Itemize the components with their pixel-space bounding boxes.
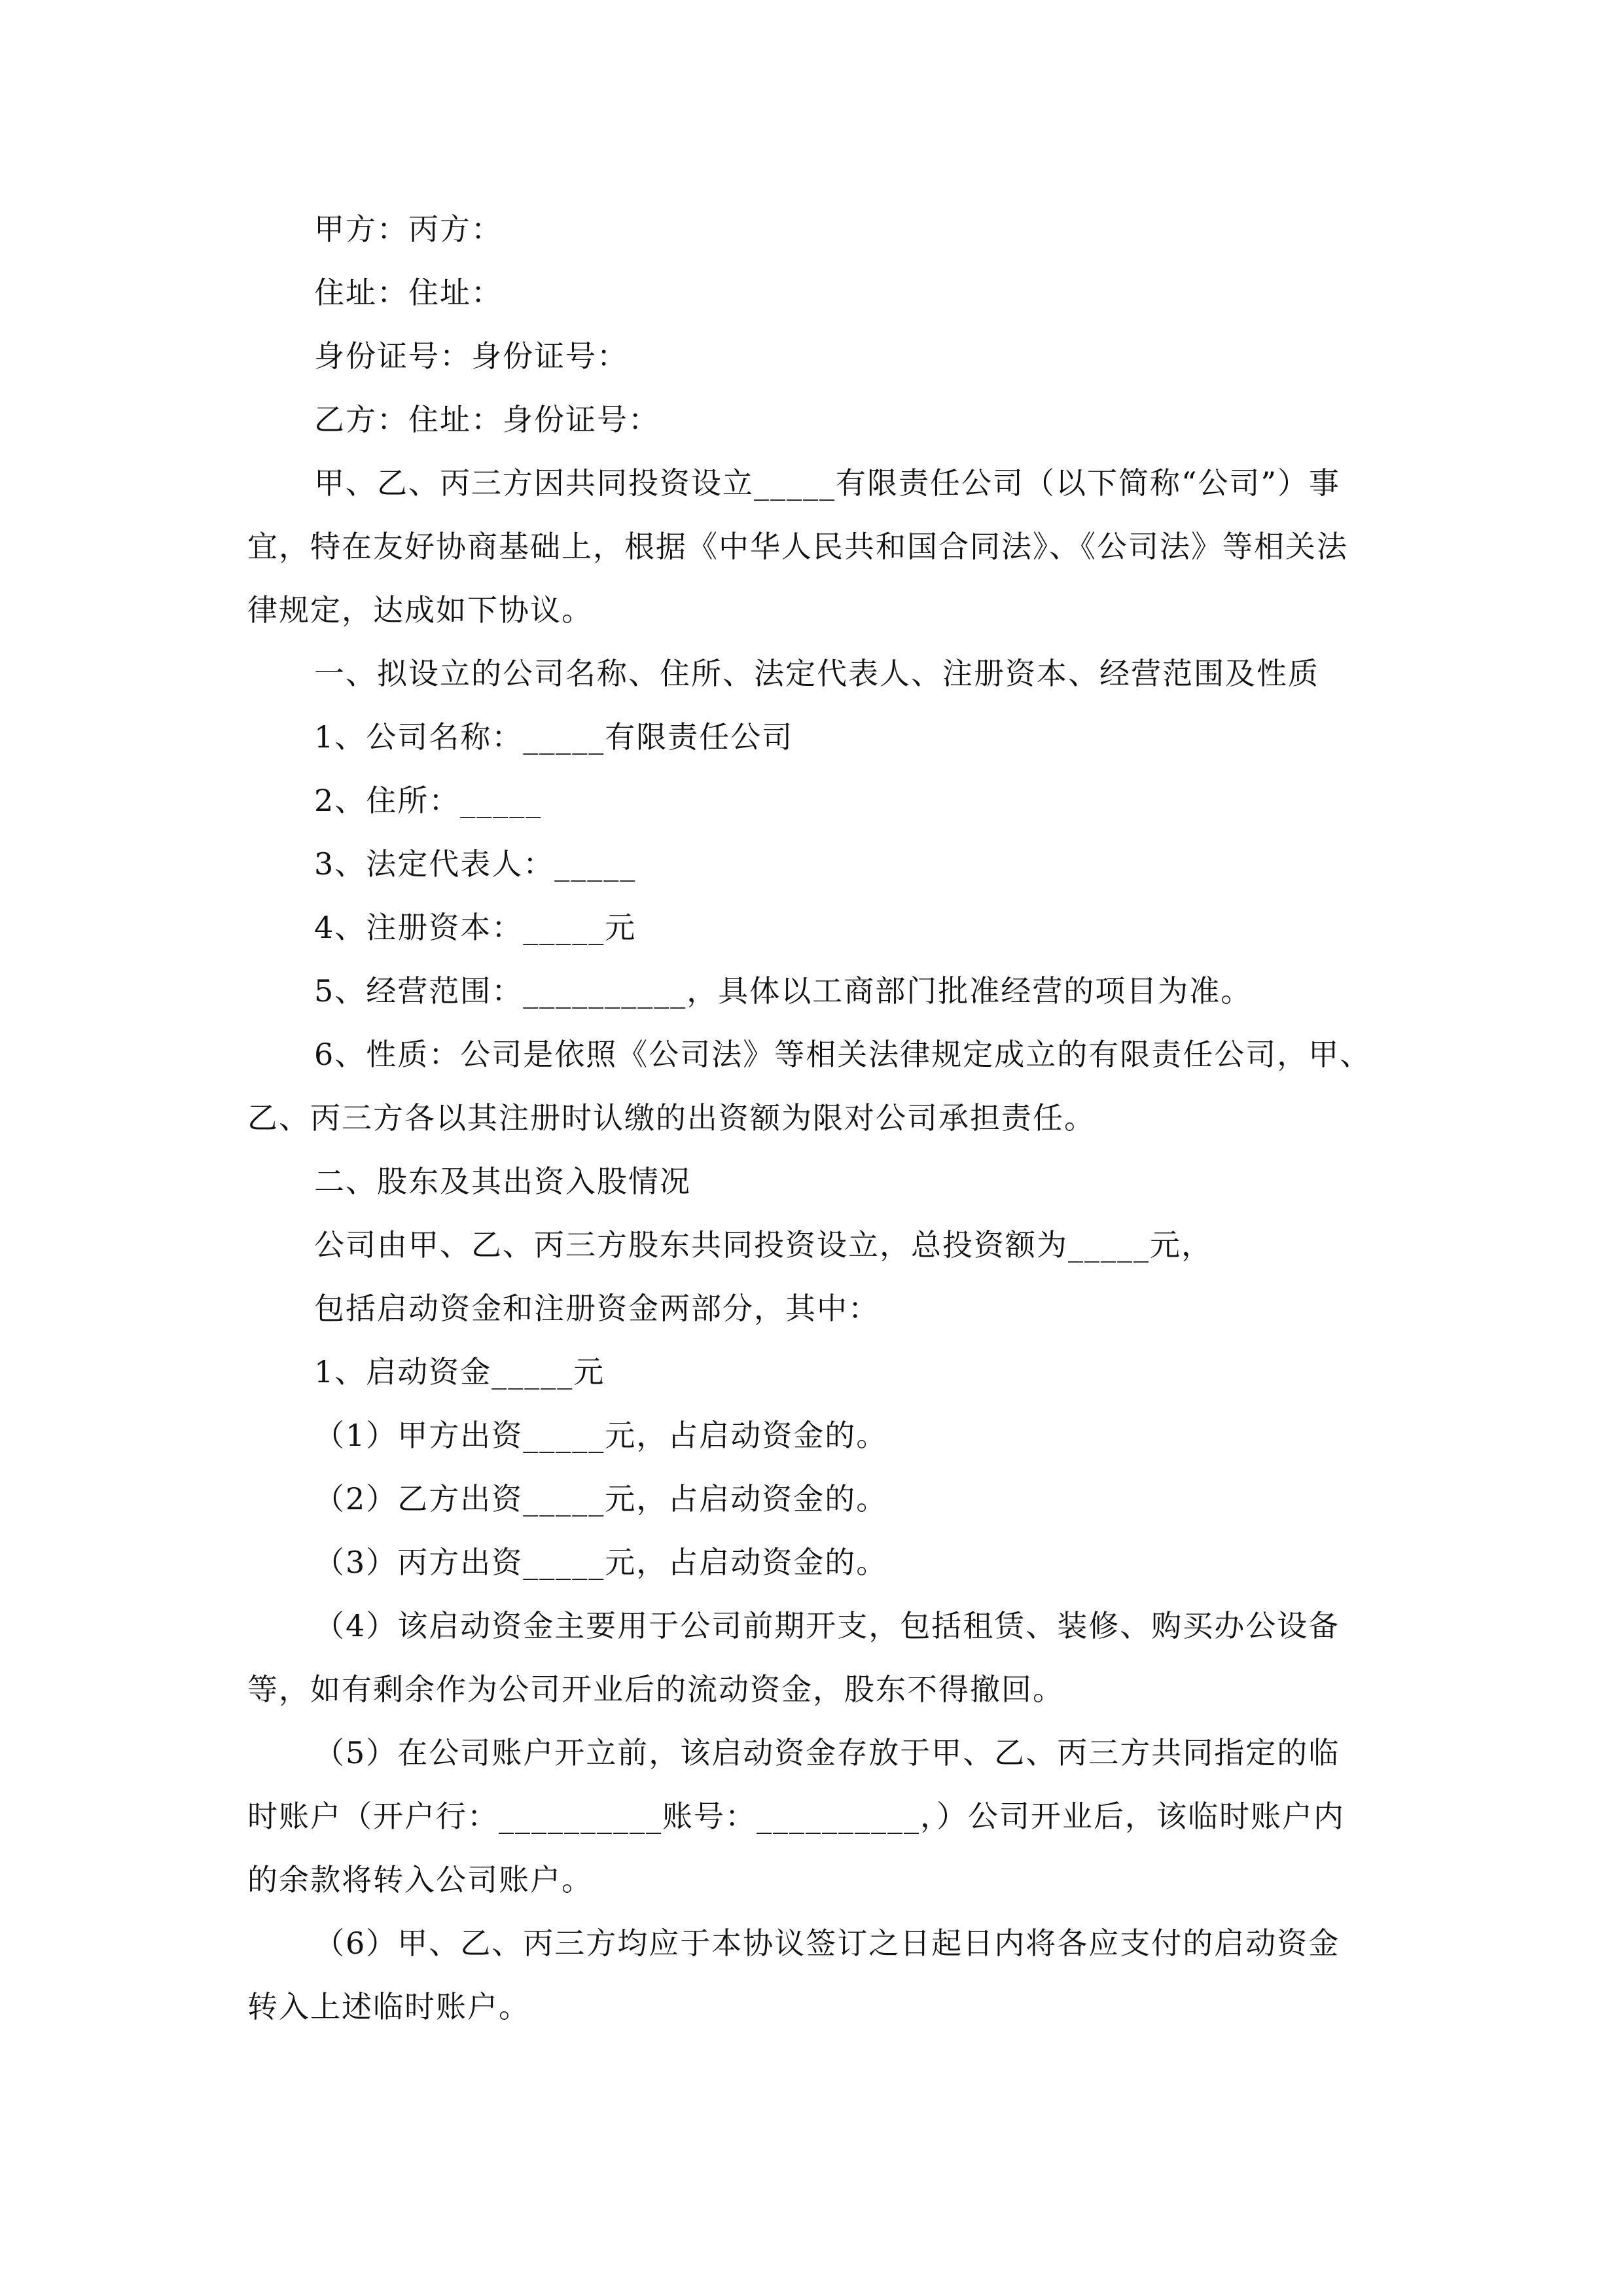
temp-account-line-3: 的余款将转入公司账户。 <box>247 1862 593 1897</box>
preamble-line-3: 律规定，达成如下协议。 <box>247 592 593 628</box>
capital-parts-line: 包括启动资金和注册资金两部分，其中： <box>314 1291 880 1326</box>
startup-use-line-1: （4）该启动资金主要用于公司前期开支，包括租赁、装修、购买办公设备 <box>314 1608 1340 1643</box>
preamble-line-1: 甲、乙、丙三方因共同投资设立_____有限责任公司（以下简称“公司”）事 <box>314 465 1341 501</box>
registered-capital-item: 4、注册资本：_____元 <box>314 910 637 945</box>
domicile-item: 2、住所：_____ <box>314 783 543 818</box>
section-1-heading: 一、拟设立的公司名称、住所、法定代表人、注册资本、经营范围及性质 <box>314 656 1319 691</box>
id-number-line: 身份证号：身份证号： <box>314 338 628 374</box>
party-a-contribution: （1）甲方出资_____元，占启动资金的。 <box>314 1418 888 1453</box>
nature-item-line-2: 乙、丙三方各以其注册时认缴的出资额为限对公司承担责任。 <box>247 1100 1096 1136</box>
nature-item-line-1: 6、性质：公司是依照《公司法》等相关法律规定成立的有限责任公司，甲、 <box>314 1037 1372 1072</box>
party-c-contribution: （3）丙方出资_____元，占启动资金的。 <box>314 1545 888 1580</box>
legal-rep-item: 3、法定代表人：_____ <box>314 846 637 882</box>
party-b-contribution: （2）乙方出资_____元，占启动资金的。 <box>314 1481 888 1516</box>
payment-deadline-line-2: 转入上述临时账户。 <box>247 1989 530 2024</box>
section-2-heading: 二、股东及其出资入股情况 <box>314 1164 691 1199</box>
payment-deadline-line-1: （6）甲、乙、丙三方均应于本协议签订之日起日内将各应支付的启动资金 <box>314 1926 1340 1961</box>
company-name-item: 1、公司名称：_____有限责任公司 <box>314 719 794 755</box>
party-b-line: 乙方：住址：身份证号： <box>314 402 660 437</box>
startup-capital-item: 1、启动资金_____元 <box>314 1354 605 1390</box>
preamble-line-2: 宜，特在友好协商基础上，根据《中华人民共和国合同法》、《公司法》等相关法 <box>247 529 1348 564</box>
business-scope-item: 5、经营范围：__________，具体以工商部门批准经营的项目为准。 <box>314 973 1253 1009</box>
party-a-c-line: 甲方：丙方： <box>314 211 503 247</box>
total-investment-line: 公司由甲、乙、丙三方股东共同投资设立，总投资额为_____元， <box>314 1227 1213 1263</box>
address-line: 住址：住址： <box>314 275 503 310</box>
startup-use-line-2: 等，如有剩余作为公司开业后的流动资金，股东不得撤回。 <box>247 1672 1064 1707</box>
temp-account-line-2: 时账户（开户行：__________账号：__________，）公司开业后，该临时账户内 <box>247 1799 1345 1834</box>
temp-account-line-1: （5）在公司账户开立前，该启动资金存放于甲、乙、丙三方共同指定的临 <box>314 1735 1340 1770</box>
